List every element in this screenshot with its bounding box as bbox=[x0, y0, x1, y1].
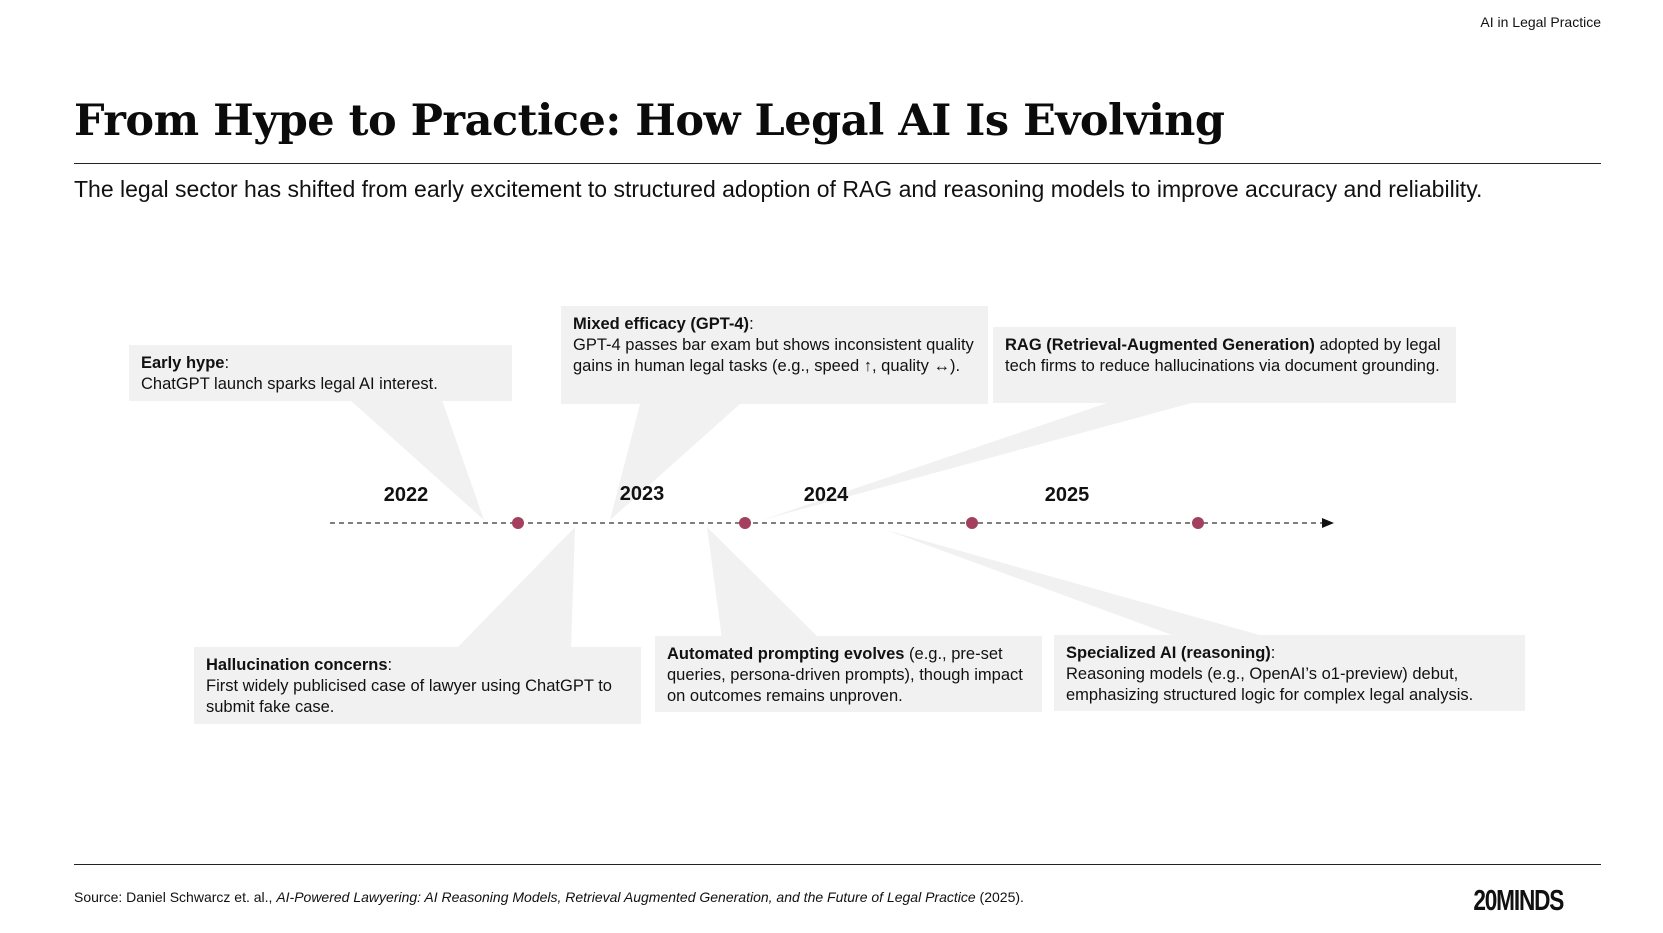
year-marker-2025 bbox=[1192, 517, 1204, 529]
callout-specialized-ai bbox=[1054, 635, 1525, 711]
source-citation bbox=[74, 889, 1024, 905]
source-title: AI-Powered Lawyering: AI Reasoning Models, Retrieval Augmented Generation, and the Future of Legal Practice bbox=[276, 889, 976, 905]
callout-heading-suffix: : bbox=[224, 354, 230, 372]
callout-heading-suffix: : bbox=[387, 656, 393, 674]
callout-heading: Automated prompting evolves bbox=[667, 645, 905, 663]
callout-heading-suffix: : bbox=[1270, 644, 1276, 662]
source-suffix: (2025). bbox=[975, 889, 1024, 905]
year-label-2023: 2023 bbox=[619, 483, 665, 505]
callout-heading: Specialized AI (reasoning) bbox=[1066, 644, 1271, 662]
callout-description: ChatGPT launch sparks legal AI interest. bbox=[141, 375, 438, 393]
source-prefix: Source: Daniel Schwarcz et. al., bbox=[74, 889, 277, 905]
callout-mixed-efficacy bbox=[561, 306, 988, 404]
callout-heading: RAG (Retrieval-Augmented Generation) bbox=[1005, 336, 1315, 354]
callout-description: GPT-4 passes bar exam but shows inconsistent quality gains in human legal tasks (e.g., speed ↑, quality ↔). bbox=[573, 336, 974, 375]
callout-description: First widely publicised case of lawyer using ChatGPT to submit fake case. bbox=[206, 677, 612, 716]
brand-logo: 20MINDS bbox=[1473, 885, 1563, 917]
year-label-2024: 2024 bbox=[803, 484, 849, 506]
page-title: From Hype to Practice: How Legal AI Is Evolving bbox=[74, 96, 1225, 146]
callout-heading: Hallucination concerns bbox=[206, 656, 388, 674]
year-label-2022: 2022 bbox=[383, 484, 429, 506]
header-tag: AI in Legal Practice bbox=[1480, 14, 1601, 30]
timeline-arrowhead bbox=[1322, 518, 1334, 528]
year-marker-2023 bbox=[739, 517, 751, 529]
pointer-automated-prompting bbox=[707, 527, 820, 639]
pointer-specialized-ai bbox=[886, 530, 1270, 638]
callout-heading: Mixed efficacy (GPT-4) bbox=[573, 315, 750, 333]
callout-rag bbox=[993, 327, 1456, 403]
footer-rule bbox=[74, 864, 1601, 865]
callout-automated-prompting bbox=[655, 636, 1042, 712]
callout-heading-suffix: : bbox=[749, 315, 754, 333]
year-marker-2022 bbox=[512, 517, 524, 529]
callout-body: (e.g., pre-set queries, persona-driven prompts), though impact on outcomes remains unproven. bbox=[667, 645, 1023, 705]
year-marker-2024 bbox=[966, 517, 978, 529]
callout-description: Reasoning models (e.g., OpenAI’s o1-preview) debut, emphasizing structured logic for complex legal analysis. bbox=[1066, 665, 1474, 704]
pointer-hallucination bbox=[455, 527, 575, 650]
year-label-2025: 2025 bbox=[1044, 484, 1090, 506]
callout-early-hype bbox=[129, 345, 512, 401]
callout-heading: Early hype bbox=[141, 354, 225, 372]
page-subtitle: The legal sector has shifted from early excitement to structured adoption of RAG and reasoning models to improve accuracy and reliability. bbox=[74, 176, 1483, 202]
callout-hallucination bbox=[194, 647, 641, 724]
callout-body: adopted by legal tech firms to reduce hallucinations via document grounding. bbox=[1005, 336, 1441, 375]
